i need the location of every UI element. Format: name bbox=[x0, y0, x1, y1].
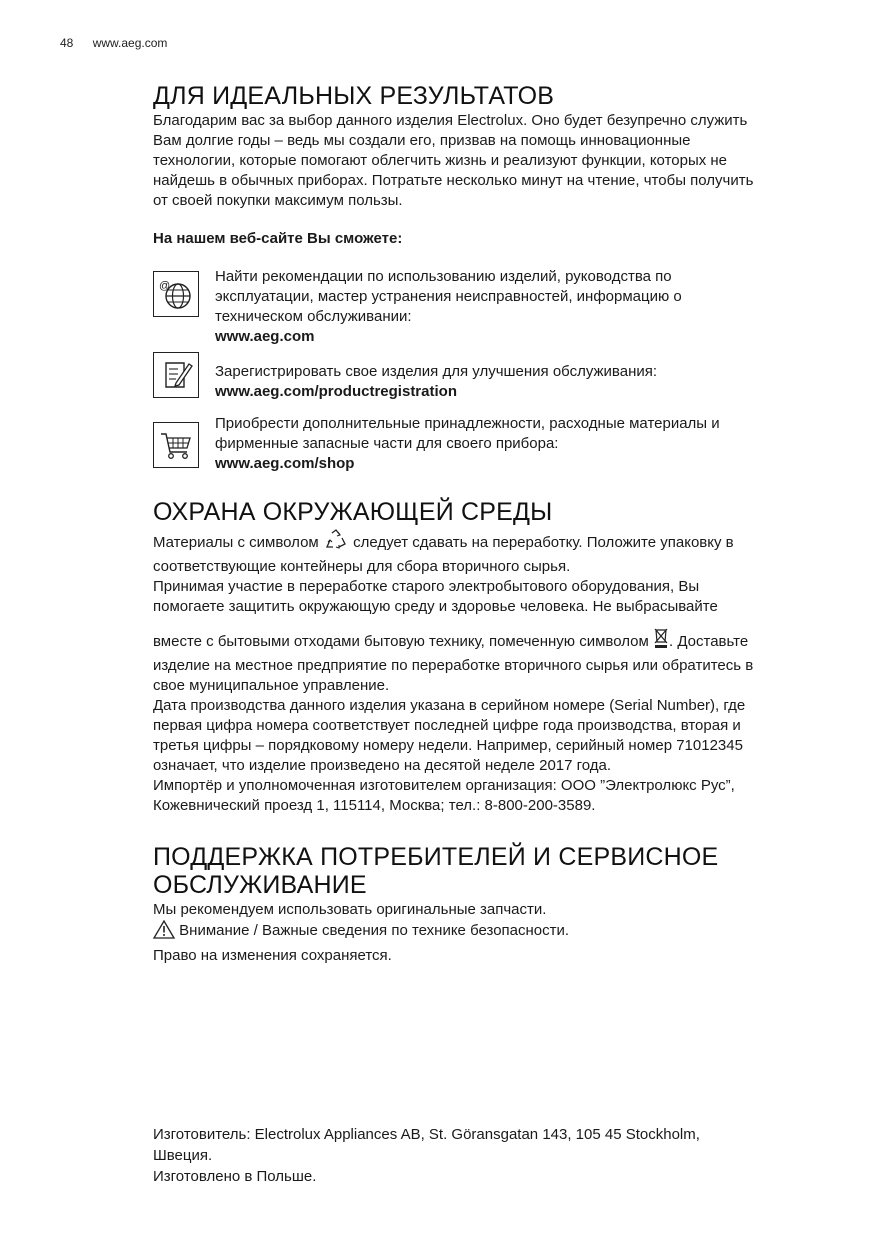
crossed-bin-icon bbox=[653, 626, 669, 656]
website-link[interactable]: www.aeg.com/productregistration bbox=[215, 383, 457, 400]
page-header bbox=[60, 36, 167, 50]
intro-line: Благодарим вас за выбор данного изделия Electrolux. Оно будет безупречно служить bbox=[153, 112, 748, 129]
env-line: Дата производства данного изделия указана в серийном номере (Serial Number), где bbox=[153, 697, 746, 714]
section-title-support bbox=[153, 843, 833, 899]
env-line bbox=[153, 626, 833, 656]
env-text: . Доставьте bbox=[668, 633, 749, 650]
support-line bbox=[153, 920, 833, 945]
warning-icon bbox=[153, 920, 175, 945]
page-content bbox=[153, 82, 833, 966]
item-line: фирменные запасные части для своего прибора: bbox=[215, 435, 559, 452]
manufacturer-footer bbox=[153, 1124, 833, 1187]
item-line: Зарегистрировать свое изделия для улучшения обслуживания: bbox=[215, 363, 658, 380]
website-item-text bbox=[215, 414, 833, 474]
env-line: третья цифры – порядковому номеру недели. Например, серийный номер 71012345 bbox=[153, 737, 743, 754]
website-item-shop bbox=[153, 414, 833, 474]
item-line: Приобрести дополнительные принадлежности, расходные материалы и bbox=[215, 415, 720, 432]
intro-line: от своей покупки максимум пользы. bbox=[153, 192, 403, 209]
website-item-registration bbox=[153, 352, 833, 402]
intro-line: технологии, которые помогают облегчить жизнь и реализуют функции, которых не bbox=[153, 152, 728, 169]
env-line: соответствующие контейнеры для сбора вторичного сырья. bbox=[153, 558, 571, 575]
support-title-line: ПОДДЕРЖКА ПОТРЕБИТЕЛЕЙ И СЕРВИСНОЕ bbox=[153, 843, 719, 871]
svg-text:@: @ bbox=[159, 280, 171, 292]
support-text: Внимание / Важные сведения по технике безопасности. bbox=[179, 922, 570, 939]
page-number: 48 bbox=[60, 36, 74, 50]
footer-line: Изготовитель: Electrolux Appliances AB, St. Göransgatan 143, 105 45 Stockholm, bbox=[153, 1126, 700, 1143]
website-item-support bbox=[153, 267, 833, 347]
item-line: техническом обслуживании: bbox=[215, 308, 412, 325]
intro-line: Вам долгие годы – ведь мы создали его, призвав на помощь инновационные bbox=[153, 132, 691, 149]
env-line: первая цифра номера соответствует последней цифре года производства, вторая и bbox=[153, 717, 741, 734]
env-text: Материалы с символом bbox=[153, 534, 319, 551]
footer-line: Швеция. bbox=[153, 1147, 213, 1164]
env-line: Импортёр и уполномоченная изготовителем организация: ООО ”Электролюкс Рус”, bbox=[153, 777, 735, 794]
globe-icon bbox=[153, 271, 199, 317]
website-item-text bbox=[215, 362, 833, 402]
website-item-text bbox=[215, 267, 833, 347]
environment-paragraph bbox=[153, 529, 833, 816]
env-line bbox=[153, 529, 833, 557]
intro-line: найдешь в обычных приборах. Потратьте несколько минут на чтение, чтобы получить bbox=[153, 172, 754, 189]
website-link[interactable]: www.aeg.com bbox=[215, 328, 315, 345]
env-line: означает, что изделие произведено на десятой неделе 2017 года. bbox=[153, 757, 612, 774]
support-title-line: ОБСЛУЖИВАНИЕ bbox=[153, 871, 367, 899]
recycle-icon bbox=[323, 529, 349, 557]
intro-paragraph bbox=[153, 111, 833, 211]
section-title-environment: ОХРАНА ОКРУЖАЮЩЕЙ СРЕДЫ bbox=[153, 498, 553, 526]
env-line: помогаете защитить окружающую среду и здоровье человека. Не выбрасывайте bbox=[153, 598, 718, 615]
website-link[interactable]: www.aeg.com/shop bbox=[215, 455, 355, 472]
header-site-link[interactable]: www.aeg.com bbox=[92, 36, 168, 50]
registration-icon bbox=[153, 352, 199, 398]
env-text: следует сдавать на переработку. Положите упаковку в bbox=[353, 534, 734, 551]
item-line: Найти рекомендации по использованию изделий, руководства по bbox=[215, 268, 672, 285]
section-title-results: ДЛЯ ИДЕАЛЬНЫХ РЕЗУЛЬТАТОВ bbox=[153, 82, 555, 110]
item-line: эксплуатации, мастер устранения неисправностей, информацию о bbox=[215, 288, 682, 305]
env-text: вместе с бытовыми отходами бытовую технику, помеченную символом bbox=[153, 633, 649, 650]
env-line: свое муниципальное управление. bbox=[153, 677, 390, 694]
env-line: Кожевнический проезд 1, 115114, Москва; тел.: 8-800-200-3589. bbox=[153, 797, 596, 814]
shopping-cart-icon bbox=[153, 422, 199, 468]
support-line: Право на изменения сохраняется. bbox=[153, 947, 392, 964]
support-line: Мы рекомендуем использовать оригинальные запчасти. bbox=[153, 901, 547, 918]
env-line: изделие на местное предприятие по переработке вторичного сырья или обратитесь в bbox=[153, 657, 754, 674]
website-subheading: На нашем веб-сайте Вы сможете: bbox=[153, 230, 403, 247]
support-paragraph bbox=[153, 899, 833, 966]
env-line: Принимая участие в переработке старого электробытового оборудования, Вы bbox=[153, 578, 700, 595]
footer-line: Изготовлено в Польше. bbox=[153, 1168, 317, 1185]
